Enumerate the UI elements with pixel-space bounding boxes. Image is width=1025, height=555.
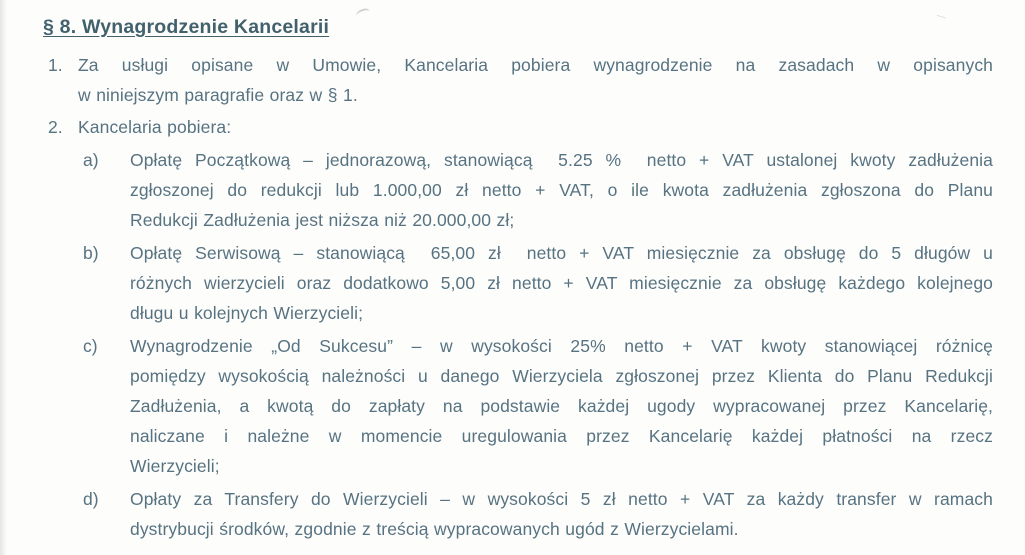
item-marker: b) <box>83 243 99 263</box>
lettered-item-d <box>83 484 993 544</box>
section-heading: § 8. Wynagrodzenie Kancelarii <box>43 16 330 38</box>
text-line: Opłatę Początkową – jednorazową, stanowiącą 5.25 % netto + VAT ustalonej kwoty zadłużenia <box>130 150 993 170</box>
text-line: Redukcji Zadłużenia jest niższa niż 20.000,00 zł; <box>130 210 515 230</box>
text-line: Za usługi opisane w Umowie, Kancelaria pobiera wynagrodzenie na zasadach w opisanych <box>78 55 993 75</box>
text-line: Zadłużenia, a kwotą do zapłaty na podstawie każdej ugody wypracowanej przez Kancelarię, <box>130 396 993 416</box>
text-line: zgłoszonej do redukcji lub 1.000,00 zł netto + VAT, o ile kwota zadłużenia zgłoszona do Planu <box>130 180 993 200</box>
item-marker: a) <box>83 150 99 170</box>
text-line: Opłaty za Transfery do Wierzycieli – w wysokości 5 zł netto + VAT za każdy transfer w ramach <box>130 489 993 509</box>
text-line: dystrybucji środków, zgodnie z treścią wypracowanych ugód z Wierzycielami. <box>130 519 739 539</box>
text-line: Opłatę Serwisową – stanowiącą 65,00 zł netto + VAT miesięcznie za obsługę do 5 długów u <box>130 243 993 263</box>
numbered-item-2 <box>48 112 993 142</box>
text-line: Wynagrodzenie „Od Sukcesu” – w wysokości 25% netto + VAT kwoty stanowiącej różnicę <box>130 336 993 356</box>
item-marker: d) <box>83 489 99 509</box>
lettered-item-c <box>83 331 993 481</box>
item-marker: c) <box>83 336 98 356</box>
text-line: różnych wierzycieli oraz dodatkowo 5,00 zł netto + VAT miesięcznie za obsługę każdego kolejnego <box>130 273 993 293</box>
item-marker: 1. <box>48 55 63 75</box>
text-line: Wierzycieli; <box>130 456 220 476</box>
item-marker: 2. <box>48 117 63 137</box>
lettered-item-b <box>83 238 993 328</box>
lettered-item-a <box>83 145 993 235</box>
text-line: w niniejszym paragrafie oraz w § 1. <box>78 85 358 105</box>
text-line: Kancelaria pobiera: <box>78 117 232 137</box>
numbered-item-1 <box>48 50 993 110</box>
text-line: naliczane i należne w momencie uregulowania przez Kancelarię każdej płatności na rzecz <box>130 426 993 446</box>
text-line: pomiędzy wysokością należności u danego Wierzyciela zgłoszonej przez Klienta do Planu Redukcji <box>130 366 993 386</box>
text-line: długu u kolejnych Wierzycieli; <box>130 303 364 323</box>
